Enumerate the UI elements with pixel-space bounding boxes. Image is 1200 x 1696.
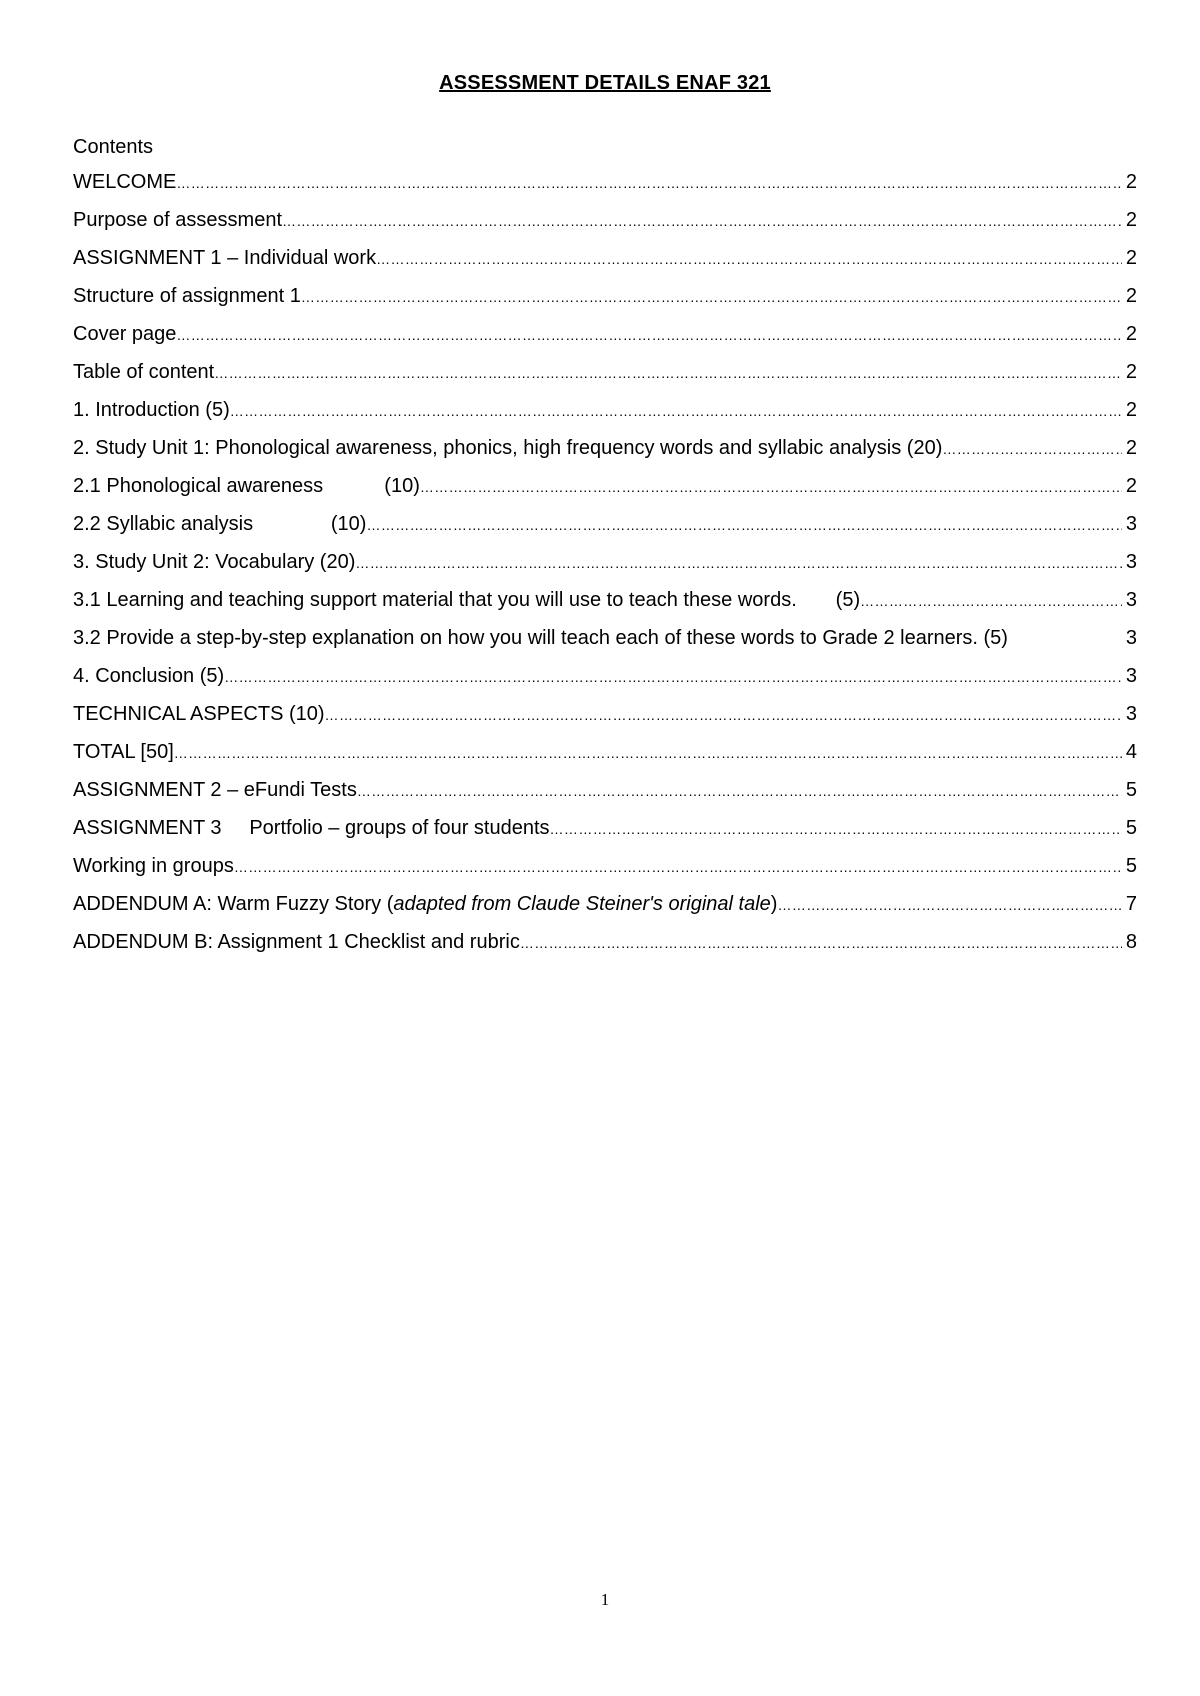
toc-entry-table-of-content[interactable] [73,360,1137,398]
toc-entry-label: Cover page [73,323,177,345]
toc-entry-addendum-a[interactable] [73,892,1137,930]
toc-heading: Contents [73,136,154,158]
toc-entry-introduction[interactable] [73,398,1137,436]
toc-entry-page: 5 [1125,817,1137,839]
toc-entry-addendum-b[interactable] [73,930,1137,968]
toc-dot-leader [301,285,1122,309]
toc-entry-step-by-step-explanation[interactable] [73,626,1137,664]
toc-dot-leader [550,817,1122,841]
toc-entry-page: 8 [1125,931,1137,953]
toc-entry-welcome[interactable] [73,170,1137,208]
toc-entry-label-end: ) [770,893,778,915]
toc-dot-leader [420,475,1122,499]
table-of-contents [73,170,1137,968]
toc-entry-label: ADDENDUM B: Assignment 1 Checklist and rubric [73,931,520,953]
toc-entry-label: 2.1 Phonological awareness (10) [73,475,420,497]
document-title: ASSESSMENT DETAILS ENAF 321 [439,72,771,94]
toc-dot-leader [282,209,1122,233]
page-number: 1 [600,1590,610,1609]
toc-entry-page: 2 [1125,323,1137,345]
toc-entry-page: 7 [1125,893,1137,915]
toc-entry-page: 2 [1125,361,1137,383]
toc-entry-page: 2 [1125,475,1137,497]
toc-entry-conclusion[interactable] [73,664,1137,702]
toc-entry-label: Purpose of assessment [73,209,282,231]
toc-dot-leader [176,323,1121,347]
toc-entry-total[interactable] [73,740,1137,778]
toc-entry-phonological-awareness[interactable] [73,474,1137,512]
toc-dot-leader [174,741,1122,765]
toc-entry-assignment-1[interactable] [73,246,1137,284]
toc-entry-label: 2. Study Unit 1: Phonological awareness, phonics, high frequency words and syllabic analysis (20) [73,437,943,459]
toc-entry-page: 3 [1125,627,1137,649]
toc-dot-leader [860,589,1122,613]
toc-entry-label: 3.2 Provide a step-by-step explanation on how you will teach each of these words to Grade 2 learners. (5) [73,627,1008,649]
toc-entry-technical-aspects[interactable] [73,702,1137,740]
toc-entry-structure-of-assignment-1[interactable] [73,284,1137,322]
toc-entry-label: ASSIGNMENT 1 – Individual work [73,247,377,269]
toc-dot-leader [355,551,1122,575]
toc-dot-leader [230,399,1122,423]
toc-entry-label [73,892,777,916]
toc-entry-page: 2 [1125,437,1137,459]
toc-dot-leader [224,665,1122,689]
toc-entry-label-start: ADDENDUM A: Warm Fuzzy Story ( [73,893,394,915]
toc-entry-purpose-of-assessment[interactable] [73,208,1137,246]
toc-entry-page: 2 [1125,247,1137,269]
toc-entry-page: 4 [1125,741,1137,763]
toc-entry-label: 4. Conclusion (5) [73,665,225,687]
toc-entry-page: 3 [1125,665,1137,687]
toc-entry-label: TOTAL [50] [73,741,174,763]
toc-entry-learning-teaching-support-material[interactable] [73,588,1137,626]
toc-entry-label: 1. Introduction (5) [73,399,230,421]
toc-dot-leader [520,931,1122,955]
toc-entry-label: Table of content [73,361,215,383]
toc-entry-page: 5 [1125,779,1137,801]
toc-entry-label: TECHNICAL ASPECTS (10) [73,703,325,725]
toc-dot-leader [777,893,1121,917]
toc-entry-label-italic: adapted from Claude Steiner's original tale [393,893,771,915]
toc-dot-leader [214,361,1122,385]
toc-dot-leader [234,855,1122,879]
toc-entry-syllabic-analysis[interactable] [73,512,1137,550]
toc-entry-page: 2 [1125,285,1137,307]
toc-dot-leader [357,779,1122,803]
toc-entry-page: 3 [1125,589,1137,611]
toc-dot-leader [942,437,1122,461]
toc-entry-label: Working in groups [73,855,234,877]
toc-entry-assignment-3[interactable] [73,816,1137,854]
toc-entry-cover-page[interactable] [73,322,1137,360]
toc-entry-page: 2 [1125,399,1137,421]
toc-entry-label: 3.1 Learning and teaching support material that you will use to teach these words. (5) [73,589,861,611]
toc-entry-page: 3 [1125,513,1137,535]
toc-dot-leader [376,247,1122,271]
toc-entry-label: 2.2 Syllabic analysis (10) [73,513,367,535]
toc-entry-page: 3 [1125,703,1137,725]
toc-entry-page: 3 [1125,551,1137,573]
toc-entry-page: 2 [1125,171,1137,193]
toc-dot-leader [176,171,1122,195]
toc-entry-study-unit-1[interactable] [73,436,1137,474]
toc-entry-label: ASSIGNMENT 2 – eFundi Tests [73,779,357,801]
toc-entry-page: 5 [1125,855,1137,877]
toc-dot-leader [325,703,1122,727]
toc-entry-label: ASSIGNMENT 3 Portfolio – groups of four students [73,817,550,839]
toc-entry-label: 3. Study Unit 2: Vocabulary (20) [73,551,356,573]
toc-dot-leader [366,513,1121,537]
toc-entry-assignment-2[interactable] [73,778,1137,816]
toc-entry-label: WELCOME [73,171,177,193]
toc-entry-study-unit-2[interactable] [73,550,1137,588]
toc-entry-working-in-groups[interactable] [73,854,1137,892]
toc-entry-page: 2 [1125,209,1137,231]
toc-entry-label: Structure of assignment 1 [73,285,301,307]
